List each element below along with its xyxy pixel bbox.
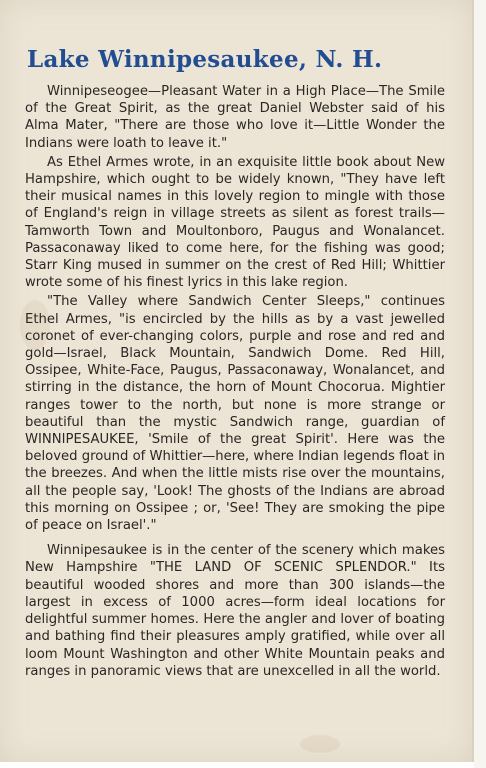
page-edge [474,0,486,768]
paragraph: Winnipesaukee is in the center of the scenery which makes New Hampshire "THE LAND OF SCENIC SPLENDOR." Its beautiful wooded shores and more than 300 islands—the largest in excess of 1000 acres—form ideal locations for delightful summer homes. Here the angler and lover of boating and bathing find their pleasures amply gratified, while over all loom Mount Washington and other White Mountain peaks and ranges in panoramic views that are unexcelled in all the world. [25,543,445,679]
paragraph: "The Valley where Sandwich Center Sleeps," continues Ethel Armes, "is encircled by the hills as by a vast jewelled coronet of ever-changing colors, purple and rose and red and gold—Israel, Black Mountain, Sandwich Dome. Red Hill, Ossipee, White-Face, Paugus, Passaconaway, Wonalancet, and stirring in the distance, the horn of Mount Chocorua. Mightier ranges tower to the north, but none is more strange or beautiful than the mystic Sandwich range, guardian of WINNIPESAUKEE, 'Smile of the great Spirit'. Here was the beloved ground of Whittier—here, where Indian legends float in the breezes. And when the little mists rise over the mountains, all the people say, 'Look! The ghosts of the Indians are abroad this morning on Ossipee ; or, 'See! They are smoking the pipe of peace on Israel'." [25,294,445,534]
page-title: Lake Winnipesaukee, N. H. [27,46,383,73]
paragraph: Winnipeseogee—Pleasant Water in a High Place—The Smile of the Great Spirit, as the great Daniel Webster said of his Alma Mater, "There are those who love it—Little Wonder the Indians were loath to leave it." [25,84,445,151]
paragraph: As Ethel Armes wrote, in an exquisite little book about New Hampshire, which ought to be widely known, "They have left their musical names in this lovely region to mingle with those of England's reign in village streets as silent as forest trails—Tamworth Town and Moultonboro, Paugus and Wonalancet. Passaconaway liked to come here, for the fishing was good; Starr King mused in summer on the crest of Red Hill; Whittier wrote some of his finest lyrics in this lake region. [25,154,445,291]
paper-stain [300,735,340,753]
document-body [25,83,445,682]
